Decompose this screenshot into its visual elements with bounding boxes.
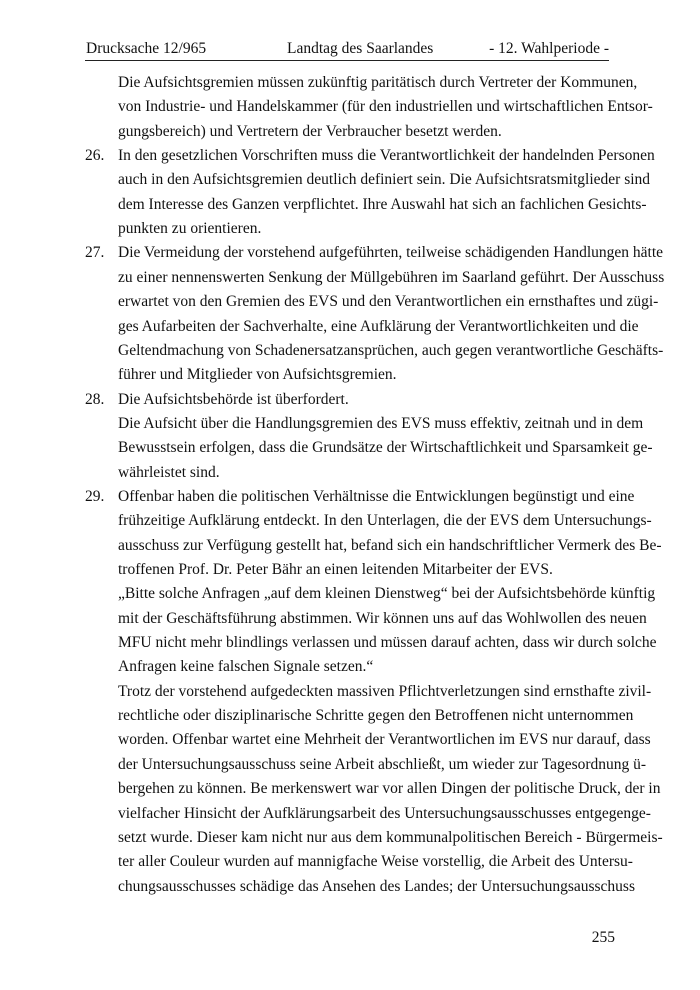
item-line: mit der Geschäftsführung abstimmen. Wir können uns auf das Wohlwollen des neuen — [118, 609, 647, 627]
item-line: der Untersuchungsausschuss seine Arbeit abschließt, um wieder zur Tagesordnung ü- — [118, 755, 647, 773]
intro-line: Die Aufsichtsgremien müssen zukünftig paritätisch durch Vertreter der Kommunen, — [118, 74, 638, 91]
item-line: In den gesetzlichen Vorschriften muss die Verantwortlichkeit der handelnden Personen — [118, 147, 655, 165]
item-line: frühzeitige Aufklärung entdeckt. In den Unterlagen, die der EVS dem Untersuchungs- — [118, 512, 652, 530]
item-number: 27. — [85, 244, 105, 262]
item-line: MFU nicht mehr blindlings verlassen und müssen darauf achten, dass wir durch solche — [118, 634, 657, 652]
item-line: währleistet sind. — [118, 463, 220, 481]
item-line: zu einer nennenswerten Senkung der Müllgebühren im Saarland geführt. Der Ausschuss — [118, 268, 665, 286]
item-number: 29. — [85, 487, 105, 505]
item-line: ter aller Couleur wurden auf mannigfache Weise vorstellig, die Arbeit des Untersu- — [118, 853, 633, 871]
item-line: erwartet von den Gremien des EVS und den Verantwortlichen ein ernsthaftes und zügi- — [118, 293, 659, 311]
page-header — [85, 38, 609, 61]
header-parliament: Landtag des Saarlandes — [287, 40, 434, 57]
header-legislative-period: - 12. Wahlperiode - — [489, 40, 609, 57]
item-line: Offenbar haben die politischen Verhältnisse die Entwicklungen begünstigt und eine — [118, 487, 635, 505]
item-line: bergehen zu können. Be merkenswert war vor allen Dingen der politische Druck, der in — [118, 780, 661, 798]
item-line: setzt wurde. Dieser kam nicht nur aus dem kommunalpolitischen Bereich - Bürgermeis- — [118, 828, 663, 846]
item-line: Die Aufsicht über die Handlungsgremien des EVS muss effektiv, zeitnah und in dem — [118, 414, 644, 432]
item-line: Geltendmachung von Schadenersatzansprüchen, auch gegen verantwortliche Geschäfts- — [118, 341, 664, 359]
item-line: „Bitte solche Anfragen „auf dem kleinen Dienstweg“ bei der Aufsichtsbehörde künftig — [118, 585, 656, 603]
item-line: führer und Mitglieder von Aufsichtsgremien. — [118, 366, 397, 384]
item-line: vielfacher Hinsicht der Aufklärungsarbeit des Untersuchungsausschusses entgegenge- — [118, 804, 651, 822]
item-line: chungsausschusses schädige das Ansehen des Landes; der Untersuchungsausschuss — [118, 877, 635, 895]
item-line: auch in den Aufsichtsgremien deutlich definiert sein. Die Aufsichtsratsmitglieder sind — [118, 171, 651, 189]
item-line: troffenen Prof. Dr. Peter Bähr an einen leitenden Mitarbeiter der EVS. — [118, 561, 553, 578]
page-number: 255 — [591, 929, 615, 946]
item-line: Die Aufsichtsbehörde ist überfordert. — [118, 390, 349, 408]
item-line: Trotz der vorstehend aufgedeckten massiven Pflichtverletzungen sind ernsthafte zivil- — [118, 682, 652, 700]
item-line: worden. Offenbar wartet eine Mehrheit der Verantwortlichen im EVS nur darauf, dass — [118, 731, 651, 749]
item-line: Anfragen keine falschen Signale setzen.“ — [118, 658, 374, 676]
item-number: 26. — [85, 147, 105, 165]
intro-line: von Industrie- und Handelskammer (für den industriellen und wirtschaftlichen Entsor- — [118, 98, 653, 116]
intro-line: gungsbereich) und Vertretern der Verbraucher besetzt werden. — [118, 122, 502, 140]
item-line: dem Interesse des Ganzen verpflichtet. Ihre Auswahl hat sich an fachlichen Gesichts- — [118, 195, 647, 213]
item-line: rechtliche oder disziplinarische Schritte gegen den Betroffenen nicht unternommen — [118, 707, 634, 725]
header-document-number: Drucksache 12/965 — [86, 40, 207, 57]
item-line: ausschuss zur Verfügung gestellt hat, befand sich ein handschriftlicher Vermerk des Be- — [118, 536, 662, 554]
item-line: ges Aufarbeiten der Sachverhalte, eine Aufklärung der Verantwortlichkeiten und die — [118, 317, 639, 335]
item-line: punkten zu orientieren. — [118, 220, 262, 238]
item-number: 28. — [85, 390, 105, 408]
item-line: Bewusstsein erfolgen, dass die Grundsätze der Wirtschaftlichkeit und Sparsamkeit ge- — [118, 439, 653, 457]
item-line: Die Vermeidung der vorstehend aufgeführten, teilweise schädigenden Handlungen hätte — [118, 244, 664, 262]
